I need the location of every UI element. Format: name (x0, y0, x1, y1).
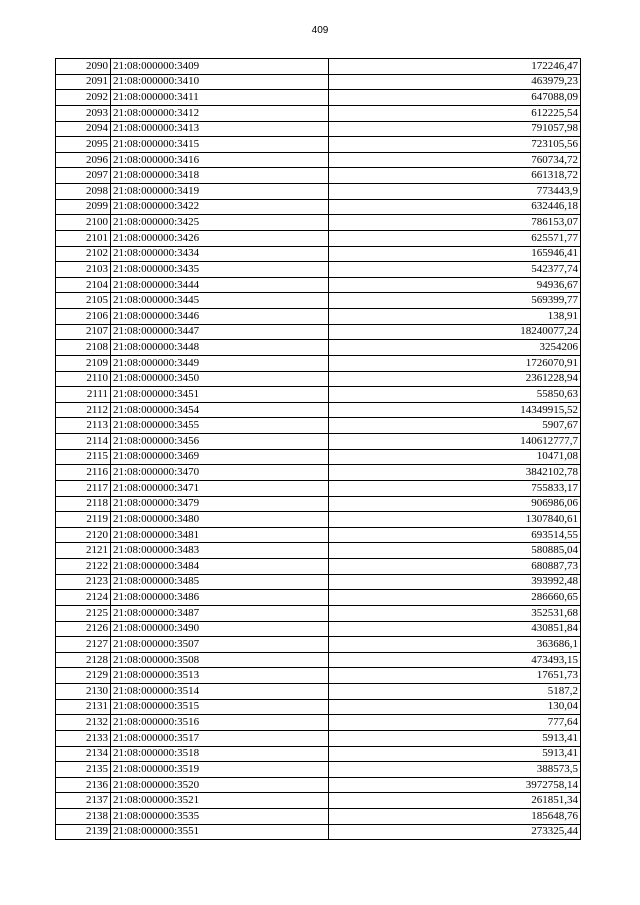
row-number-cell: 2101 (56, 230, 111, 246)
table-row (56, 293, 581, 309)
table-row (56, 59, 581, 75)
cadastral-number-cell: 21:08:000000:3514 (111, 684, 329, 700)
cadastral-value-cell: 647088,09 (329, 90, 581, 106)
cadastral-number-cell: 21:08:000000:3507 (111, 637, 329, 653)
cadastral-number-cell: 21:08:000000:3447 (111, 324, 329, 340)
cadastral-number-cell: 21:08:000000:3415 (111, 137, 329, 153)
cadastral-number-cell: 21:08:000000:3410 (111, 74, 329, 90)
table-row (56, 340, 581, 356)
table-row (56, 652, 581, 668)
row-number-cell: 2091 (56, 74, 111, 90)
row-number-cell: 2125 (56, 605, 111, 621)
cadastral-number-cell: 21:08:000000:3508 (111, 652, 329, 668)
row-number-cell: 2100 (56, 215, 111, 231)
table-row (56, 262, 581, 278)
cadastral-value-cell: 580885,04 (329, 543, 581, 559)
row-number-cell: 2128 (56, 652, 111, 668)
table-row (56, 699, 581, 715)
cadastral-number-cell: 21:08:000000:3490 (111, 621, 329, 637)
cadastral-number-cell: 21:08:000000:3426 (111, 230, 329, 246)
table-row (56, 324, 581, 340)
cadastral-number-cell: 21:08:000000:3486 (111, 590, 329, 606)
row-number-cell: 2116 (56, 465, 111, 481)
cadastral-value-cell: 1726070,91 (329, 355, 581, 371)
cadastral-value-cell: 430851,84 (329, 621, 581, 637)
cadastral-value-cell: 18240077,24 (329, 324, 581, 340)
table-row (56, 90, 581, 106)
table-row (56, 449, 581, 465)
cadastral-value-cell: 185648,76 (329, 809, 581, 825)
row-number-cell: 2098 (56, 184, 111, 200)
cadastral-value-cell: 165946,41 (329, 246, 581, 262)
cadastral-value-cell: 612225,54 (329, 105, 581, 121)
cadastral-number-cell: 21:08:000000:3480 (111, 512, 329, 528)
cadastral-number-cell: 21:08:000000:3418 (111, 168, 329, 184)
cadastral-number-cell: 21:08:000000:3535 (111, 809, 329, 825)
cadastral-value-table (55, 58, 581, 840)
cadastral-number-cell: 21:08:000000:3422 (111, 199, 329, 215)
row-number-cell: 2132 (56, 715, 111, 731)
row-number-cell: 2108 (56, 340, 111, 356)
row-number-cell: 2137 (56, 793, 111, 809)
row-number-cell: 2129 (56, 668, 111, 684)
row-number-cell: 2099 (56, 199, 111, 215)
cadastral-value-cell: 2361228,94 (329, 371, 581, 387)
row-number-cell: 2112 (56, 402, 111, 418)
cadastral-number-cell: 21:08:000000:3513 (111, 668, 329, 684)
row-number-cell: 2097 (56, 168, 111, 184)
row-number-cell: 2109 (56, 355, 111, 371)
row-number-cell: 2138 (56, 809, 111, 825)
table-row (56, 621, 581, 637)
cadastral-number-cell: 21:08:000000:3455 (111, 418, 329, 434)
row-number-cell: 2114 (56, 434, 111, 450)
cadastral-number-cell: 21:08:000000:3450 (111, 371, 329, 387)
row-number-cell: 2126 (56, 621, 111, 637)
table-row (56, 230, 581, 246)
cadastral-value-cell: 693514,55 (329, 527, 581, 543)
table-row (56, 465, 581, 481)
table-row (56, 355, 581, 371)
table-row (56, 668, 581, 684)
cadastral-number-cell: 21:08:000000:3454 (111, 402, 329, 418)
cadastral-value-cell: 17651,73 (329, 668, 581, 684)
table-row (56, 496, 581, 512)
cadastral-value-cell: 625571,77 (329, 230, 581, 246)
table-row (56, 605, 581, 621)
row-number-cell: 2135 (56, 762, 111, 778)
cadastral-number-cell: 21:08:000000:3515 (111, 699, 329, 715)
cadastral-number-cell: 21:08:000000:3444 (111, 277, 329, 293)
table-row (56, 730, 581, 746)
row-number-cell: 2115 (56, 449, 111, 465)
row-number-cell: 2090 (56, 59, 111, 75)
cadastral-value-cell: 352531,68 (329, 605, 581, 621)
table-row (56, 152, 581, 168)
cadastral-value-cell: 94936,67 (329, 277, 581, 293)
table-row (56, 824, 581, 840)
table-row (56, 402, 581, 418)
cadastral-value-cell: 55850,63 (329, 387, 581, 403)
cadastral-number-cell: 21:08:000000:3551 (111, 824, 329, 840)
row-number-cell: 2103 (56, 262, 111, 278)
cadastral-number-cell: 21:08:000000:3425 (111, 215, 329, 231)
cadastral-number-cell: 21:08:000000:3520 (111, 777, 329, 793)
table-row (56, 809, 581, 825)
table-row (56, 137, 581, 153)
table-row (56, 121, 581, 137)
cadastral-value-cell: 569399,77 (329, 293, 581, 309)
cadastral-value-cell: 3842102,78 (329, 465, 581, 481)
row-number-cell: 2139 (56, 824, 111, 840)
table-row (56, 574, 581, 590)
table-row (56, 277, 581, 293)
cadastral-number-cell: 21:08:000000:3446 (111, 309, 329, 325)
cadastral-value-cell: 5187,2 (329, 684, 581, 700)
table-row (56, 762, 581, 778)
cadastral-number-cell: 21:08:000000:3435 (111, 262, 329, 278)
table-row (56, 371, 581, 387)
row-number-cell: 2123 (56, 574, 111, 590)
row-number-cell: 2095 (56, 137, 111, 153)
row-number-cell: 2092 (56, 90, 111, 106)
cadastral-value-cell: 786153,07 (329, 215, 581, 231)
cadastral-value-cell: 1307840,61 (329, 512, 581, 528)
cadastral-value-cell: 5913,41 (329, 730, 581, 746)
cadastral-number-cell: 21:08:000000:3483 (111, 543, 329, 559)
row-number-cell: 2111 (56, 387, 111, 403)
table-row (56, 746, 581, 762)
cadastral-value-cell: 463979,23 (329, 74, 581, 90)
cadastral-value-cell: 393992,48 (329, 574, 581, 590)
cadastral-number-cell: 21:08:000000:3413 (111, 121, 329, 137)
row-number-cell: 2136 (56, 777, 111, 793)
table-row (56, 590, 581, 606)
cadastral-value-cell: 5913,41 (329, 746, 581, 762)
table-row (56, 543, 581, 559)
cadastral-number-cell: 21:08:000000:3517 (111, 730, 329, 746)
cadastral-value-cell: 906986,06 (329, 496, 581, 512)
table-row (56, 480, 581, 496)
row-number-cell: 2122 (56, 559, 111, 575)
table-body (56, 59, 581, 840)
row-number-cell: 2134 (56, 746, 111, 762)
table-row (56, 793, 581, 809)
table-row (56, 715, 581, 731)
cadastral-number-cell: 21:08:000000:3451 (111, 387, 329, 403)
cadastral-number-cell: 21:08:000000:3487 (111, 605, 329, 621)
cadastral-number-cell: 21:08:000000:3449 (111, 355, 329, 371)
cadastral-value-cell: 723105,56 (329, 137, 581, 153)
cadastral-value-cell: 273325,44 (329, 824, 581, 840)
cadastral-value-cell: 542377,74 (329, 262, 581, 278)
row-number-cell: 2096 (56, 152, 111, 168)
cadastral-value-cell: 286660,65 (329, 590, 581, 606)
cadastral-number-cell: 21:08:000000:3485 (111, 574, 329, 590)
row-number-cell: 2110 (56, 371, 111, 387)
cadastral-value-cell: 10471,08 (329, 449, 581, 465)
cadastral-number-cell: 21:08:000000:3481 (111, 527, 329, 543)
table-row (56, 527, 581, 543)
cadastral-value-cell: 140612777,7 (329, 434, 581, 450)
cadastral-value-cell: 3254206 (329, 340, 581, 356)
cadastral-number-cell: 21:08:000000:3519 (111, 762, 329, 778)
cadastral-number-cell: 21:08:000000:3518 (111, 746, 329, 762)
cadastral-number-cell: 21:08:000000:3484 (111, 559, 329, 575)
row-number-cell: 2130 (56, 684, 111, 700)
cadastral-number-cell: 21:08:000000:3434 (111, 246, 329, 262)
row-number-cell: 2124 (56, 590, 111, 606)
row-number-cell: 2127 (56, 637, 111, 653)
cadastral-value-cell: 172246,47 (329, 59, 581, 75)
cadastral-number-cell: 21:08:000000:3479 (111, 496, 329, 512)
cadastral-number-cell: 21:08:000000:3448 (111, 340, 329, 356)
cadastral-value-cell: 14349915,52 (329, 402, 581, 418)
cadastral-value-cell: 661318,72 (329, 168, 581, 184)
row-number-cell: 2119 (56, 512, 111, 528)
cadastral-value-cell: 473493,15 (329, 652, 581, 668)
row-number-cell: 2093 (56, 105, 111, 121)
cadastral-value-cell: 755833,17 (329, 480, 581, 496)
row-number-cell: 2105 (56, 293, 111, 309)
cadastral-value-cell: 5907,67 (329, 418, 581, 434)
cadastral-number-cell: 21:08:000000:3445 (111, 293, 329, 309)
table-row (56, 418, 581, 434)
cadastral-number-cell: 21:08:000000:3470 (111, 465, 329, 481)
row-number-cell: 2118 (56, 496, 111, 512)
row-number-cell: 2113 (56, 418, 111, 434)
cadastral-value-cell: 760734,72 (329, 152, 581, 168)
row-number-cell: 2120 (56, 527, 111, 543)
cadastral-number-cell: 21:08:000000:3416 (111, 152, 329, 168)
table-row (56, 559, 581, 575)
cadastral-value-cell: 388573,5 (329, 762, 581, 778)
row-number-cell: 2117 (56, 480, 111, 496)
cadastral-number-cell: 21:08:000000:3409 (111, 59, 329, 75)
row-number-cell: 2106 (56, 309, 111, 325)
cadastral-number-cell: 21:08:000000:3469 (111, 449, 329, 465)
cadastral-number-cell: 21:08:000000:3521 (111, 793, 329, 809)
cadastral-value-cell: 791057,98 (329, 121, 581, 137)
cadastral-value-cell: 3972758,14 (329, 777, 581, 793)
row-number-cell: 2107 (56, 324, 111, 340)
cadastral-number-cell: 21:08:000000:3419 (111, 184, 329, 200)
table-row (56, 637, 581, 653)
cadastral-number-cell: 21:08:000000:3516 (111, 715, 329, 731)
table-row (56, 184, 581, 200)
cadastral-number-cell: 21:08:000000:3456 (111, 434, 329, 450)
cadastral-value-cell: 680887,73 (329, 559, 581, 575)
table-row (56, 215, 581, 231)
cadastral-value-cell: 632446,18 (329, 199, 581, 215)
table-row (56, 777, 581, 793)
table-row (56, 387, 581, 403)
row-number-cell: 2094 (56, 121, 111, 137)
page-number: 409 (311, 25, 329, 36)
cadastral-number-cell: 21:08:000000:3411 (111, 90, 329, 106)
table-row (56, 434, 581, 450)
table-row (56, 105, 581, 121)
row-number-cell: 2121 (56, 543, 111, 559)
cadastral-value-cell: 261851,34 (329, 793, 581, 809)
table-row (56, 246, 581, 262)
row-number-cell: 2104 (56, 277, 111, 293)
cadastral-value-cell: 138,91 (329, 309, 581, 325)
cadastral-value-cell: 130,04 (329, 699, 581, 715)
cadastral-value-cell: 777,64 (329, 715, 581, 731)
table-row (56, 199, 581, 215)
table-row (56, 512, 581, 528)
cadastral-value-cell: 773443,9 (329, 184, 581, 200)
row-number-cell: 2131 (56, 699, 111, 715)
cadastral-number-cell: 21:08:000000:3471 (111, 480, 329, 496)
cadastral-number-cell: 21:08:000000:3412 (111, 105, 329, 121)
row-number-cell: 2102 (56, 246, 111, 262)
table-row (56, 74, 581, 90)
row-number-cell: 2133 (56, 730, 111, 746)
cadastral-value-cell: 363686,1 (329, 637, 581, 653)
table-row (56, 684, 581, 700)
table-row (56, 309, 581, 325)
table-row (56, 168, 581, 184)
